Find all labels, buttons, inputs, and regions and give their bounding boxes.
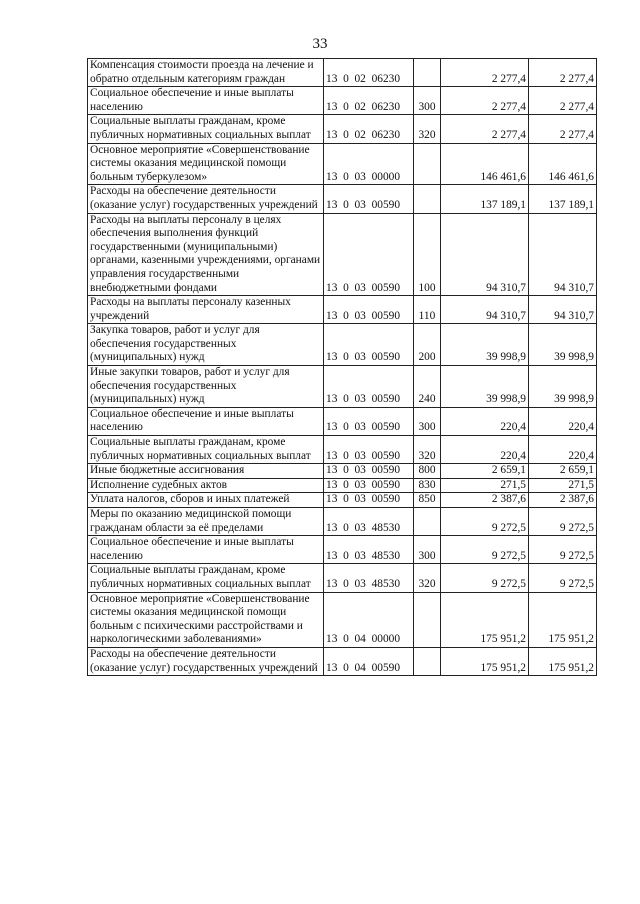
row-amount-2: 2 659,1 xyxy=(529,464,597,479)
row-code: 13 0 03 00590 xyxy=(324,185,414,213)
row-amount-2: 2 277,4 xyxy=(529,115,597,143)
row-amount-1: 220,4 xyxy=(441,407,529,435)
row-expense-type: 830 xyxy=(414,478,441,493)
row-code: 13 0 03 00590 xyxy=(324,436,414,464)
row-amount-2: 9 272,5 xyxy=(529,564,597,592)
row-description: Компенсация стоимости проезда на лечение и обратно отдельным категориям граждан xyxy=(88,59,324,87)
row-amount-1: 271,5 xyxy=(441,478,529,493)
row-description: Основное мероприятие «Совершенствование системы оказания медицинской помощи больным с психическими расстройствами и наркологическими заболеваниями» xyxy=(88,592,324,647)
row-code: 13 0 02 06230 xyxy=(324,87,414,115)
row-description: Закупка товаров, работ и услуг для обеспечения государственных (муниципальных) нужд xyxy=(88,324,324,366)
row-expense-type xyxy=(414,647,441,675)
table-row xyxy=(88,185,597,213)
row-amount-2: 94 310,7 xyxy=(529,296,597,324)
table-row xyxy=(88,436,597,464)
row-code: 13 0 03 00590 xyxy=(324,493,414,508)
row-amount-1: 175 951,2 xyxy=(441,647,529,675)
row-amount-1: 2 387,6 xyxy=(441,493,529,508)
table-row xyxy=(88,478,597,493)
row-amount-2: 39 998,9 xyxy=(529,366,597,408)
row-code: 13 0 02 06230 xyxy=(324,59,414,87)
row-expense-type: 300 xyxy=(414,536,441,564)
row-amount-1: 9 272,5 xyxy=(441,508,529,536)
row-description: Иные бюджетные ассигнования xyxy=(88,464,324,479)
row-amount-2: 146 461,6 xyxy=(529,143,597,185)
row-description: Социальные выплаты гражданам, кроме публичных нормативных социальных выплат xyxy=(88,436,324,464)
row-code: 13 0 03 00590 xyxy=(324,478,414,493)
row-code: 13 0 03 48530 xyxy=(324,564,414,592)
row-amount-2: 9 272,5 xyxy=(529,508,597,536)
row-amount-2: 2 277,4 xyxy=(529,87,597,115)
row-expense-type xyxy=(414,508,441,536)
table-row xyxy=(88,508,597,536)
row-expense-type: 850 xyxy=(414,493,441,508)
row-amount-1: 2 659,1 xyxy=(441,464,529,479)
table-row xyxy=(88,464,597,479)
row-description: Социальные выплаты гражданам, кроме публичных нормативных социальных выплат xyxy=(88,564,324,592)
row-expense-type: 300 xyxy=(414,87,441,115)
row-expense-type: 320 xyxy=(414,436,441,464)
table-row xyxy=(88,592,597,647)
table-row xyxy=(88,324,597,366)
row-amount-1: 94 310,7 xyxy=(441,213,529,296)
row-amount-1: 2 277,4 xyxy=(441,87,529,115)
row-description: Расходы на обеспечение деятельности (оказание услуг) государственных учреждений xyxy=(88,647,324,675)
row-code: 13 0 03 00590 xyxy=(324,464,414,479)
row-expense-type: 320 xyxy=(414,564,441,592)
table-row xyxy=(88,366,597,408)
row-expense-type: 800 xyxy=(414,464,441,479)
row-amount-1: 175 951,2 xyxy=(441,592,529,647)
row-expense-type xyxy=(414,59,441,87)
row-amount-1: 39 998,9 xyxy=(441,324,529,366)
row-description: Социальные выплаты гражданам, кроме публичных нормативных социальных выплат xyxy=(88,115,324,143)
table-row xyxy=(88,647,597,675)
table-row xyxy=(88,143,597,185)
row-code: 13 0 03 48530 xyxy=(324,508,414,536)
row-expense-type: 100 xyxy=(414,213,441,296)
row-amount-1: 94 310,7 xyxy=(441,296,529,324)
row-code: 13 0 03 00590 xyxy=(324,296,414,324)
row-expense-type xyxy=(414,592,441,647)
row-amount-2: 220,4 xyxy=(529,436,597,464)
row-amount-2: 9 272,5 xyxy=(529,536,597,564)
row-description: Меры по оказанию медицинской помощи гражданам области за её пределами xyxy=(88,508,324,536)
row-description: Расходы на выплаты персоналу в целях обеспечения выполнения функций государственными (муниципальными) органами, казенными учреждениями, органами управления государственными внебюджетными фондами xyxy=(88,213,324,296)
row-amount-2: 271,5 xyxy=(529,478,597,493)
row-description: Социальное обеспечение и иные выплаты населению xyxy=(88,407,324,435)
row-code: 13 0 03 00590 xyxy=(324,324,414,366)
row-amount-1: 2 277,4 xyxy=(441,115,529,143)
row-code: 13 0 03 00590 xyxy=(324,407,414,435)
row-amount-2: 220,4 xyxy=(529,407,597,435)
row-expense-type xyxy=(414,185,441,213)
table-row xyxy=(88,115,597,143)
row-amount-2: 137 189,1 xyxy=(529,185,597,213)
row-amount-2: 39 998,9 xyxy=(529,324,597,366)
row-amount-2: 175 951,2 xyxy=(529,592,597,647)
row-description: Исполнение судебных актов xyxy=(88,478,324,493)
table-row xyxy=(88,87,597,115)
budget-table xyxy=(87,58,597,676)
row-expense-type: 240 xyxy=(414,366,441,408)
row-expense-type: 320 xyxy=(414,115,441,143)
row-description: Иные закупки товаров, работ и услуг для обеспечения государственных (муниципальных) нужд xyxy=(88,366,324,408)
row-description: Основное мероприятие «Совершенствование системы оказания медицинской помощи больным туберкулезом» xyxy=(88,143,324,185)
row-amount-1: 220,4 xyxy=(441,436,529,464)
row-amount-2: 175 951,2 xyxy=(529,647,597,675)
row-expense-type xyxy=(414,143,441,185)
row-amount-1: 39 998,9 xyxy=(441,366,529,408)
row-description: Расходы на обеспечение деятельности (оказание услуг) государственных учреждений xyxy=(88,185,324,213)
budget-table-body xyxy=(88,59,597,676)
row-expense-type: 300 xyxy=(414,407,441,435)
row-code: 13 0 04 00590 xyxy=(324,647,414,675)
table-row xyxy=(88,493,597,508)
row-amount-1: 146 461,6 xyxy=(441,143,529,185)
row-code: 13 0 04 00000 xyxy=(324,592,414,647)
row-description: Социальное обеспечение и иные выплаты населению xyxy=(88,536,324,564)
row-description: Социальное обеспечение и иные выплаты населению xyxy=(88,87,324,115)
page-number: 33 xyxy=(312,36,328,52)
row-amount-2: 2 277,4 xyxy=(529,59,597,87)
table-row xyxy=(88,213,597,296)
row-amount-1: 9 272,5 xyxy=(441,564,529,592)
row-code: 13 0 03 48530 xyxy=(324,536,414,564)
row-code: 13 0 03 00590 xyxy=(324,213,414,296)
row-expense-type: 200 xyxy=(414,324,441,366)
row-code: 13 0 03 00000 xyxy=(324,143,414,185)
row-code: 13 0 03 00590 xyxy=(324,366,414,408)
table-row xyxy=(88,564,597,592)
table-row xyxy=(88,536,597,564)
table-row xyxy=(88,407,597,435)
row-expense-type: 110 xyxy=(414,296,441,324)
row-amount-1: 137 189,1 xyxy=(441,185,529,213)
table-row xyxy=(88,59,597,87)
row-code: 13 0 02 06230 xyxy=(324,115,414,143)
row-amount-2: 2 387,6 xyxy=(529,493,597,508)
row-description: Расходы на выплаты персоналу казенных учреждений xyxy=(88,296,324,324)
table-row xyxy=(88,296,597,324)
row-amount-1: 2 277,4 xyxy=(441,59,529,87)
row-amount-2: 94 310,7 xyxy=(529,213,597,296)
row-amount-1: 9 272,5 xyxy=(441,536,529,564)
row-description: Уплата налогов, сборов и иных платежей xyxy=(88,493,324,508)
